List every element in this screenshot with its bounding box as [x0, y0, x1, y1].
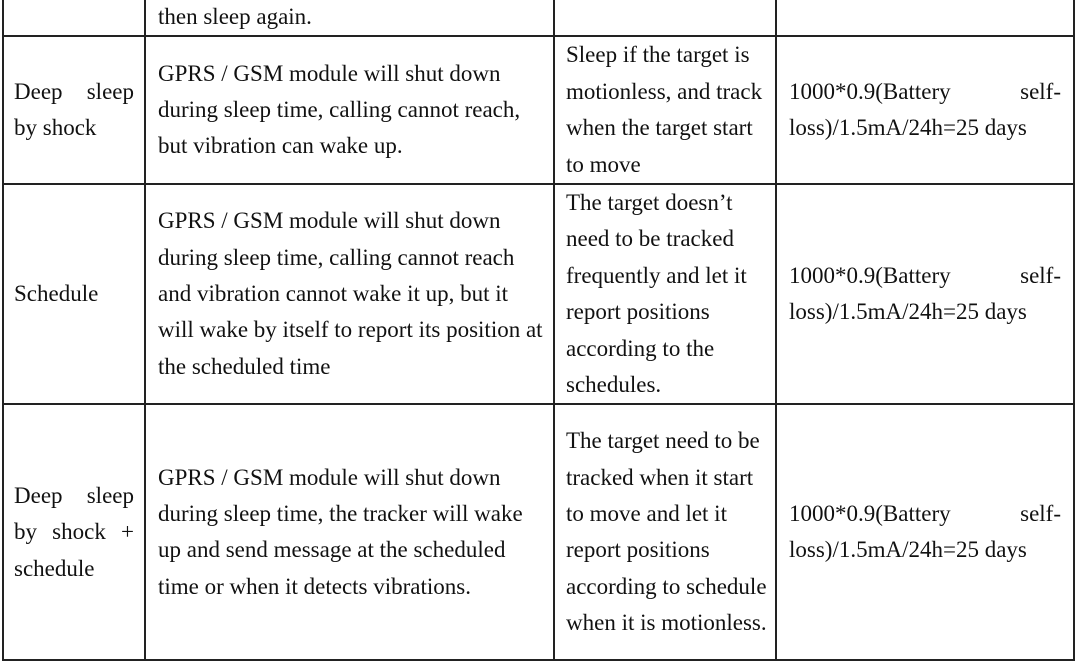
usage-cell: The target doesn’t need to be tracked frequently and let it report positions according to the schedules.: [554, 184, 776, 404]
description-cell: GPRS / GSM module will shut down during sleep time, the tracker will wake up and send message at the scheduled time or when it detects vibrations.: [145, 404, 554, 660]
mode-cell: Deep sleep by shock + schedule: [3, 404, 145, 660]
standby-cell: [776, 0, 1074, 36]
standby-cell: 1000*0.9(Battery self-loss)/1.5mA/24h=25 days: [776, 404, 1074, 660]
standby-cell: 1000*0.9(Battery self-loss)/1.5mA/24h=25 days: [776, 184, 1074, 404]
standby-cell: 1000*0.9(Battery self-loss)/1.5mA/24h=25 days: [776, 36, 1074, 184]
sleep-mode-table: [2, 0, 1075, 661]
mode-cell: [3, 0, 145, 36]
usage-cell: The target need to be tracked when it start to move and let it report positions according to schedule when it is motionless.: [554, 404, 776, 660]
usage-cell: Sleep if the target is motionless, and track when the target start to move: [554, 36, 776, 184]
mode-cell: Schedule: [3, 184, 145, 404]
description-cell: then sleep again.: [145, 0, 554, 36]
mode-cell: Deep sleep by shock: [3, 36, 145, 184]
usage-cell: [554, 0, 776, 36]
description-cell: GPRS / GSM module will shut down during sleep time, calling cannot reach and vibration cannot wake it up, but it will wake by itself to report its position at the scheduled time: [145, 184, 554, 404]
description-cell: GPRS / GSM module will shut down during sleep time, calling cannot reach, but vibration can wake up.: [145, 36, 554, 184]
table-row: [3, 404, 1074, 660]
table-row: [3, 36, 1074, 184]
table-row: [3, 0, 1074, 36]
table-row: [3, 184, 1074, 404]
